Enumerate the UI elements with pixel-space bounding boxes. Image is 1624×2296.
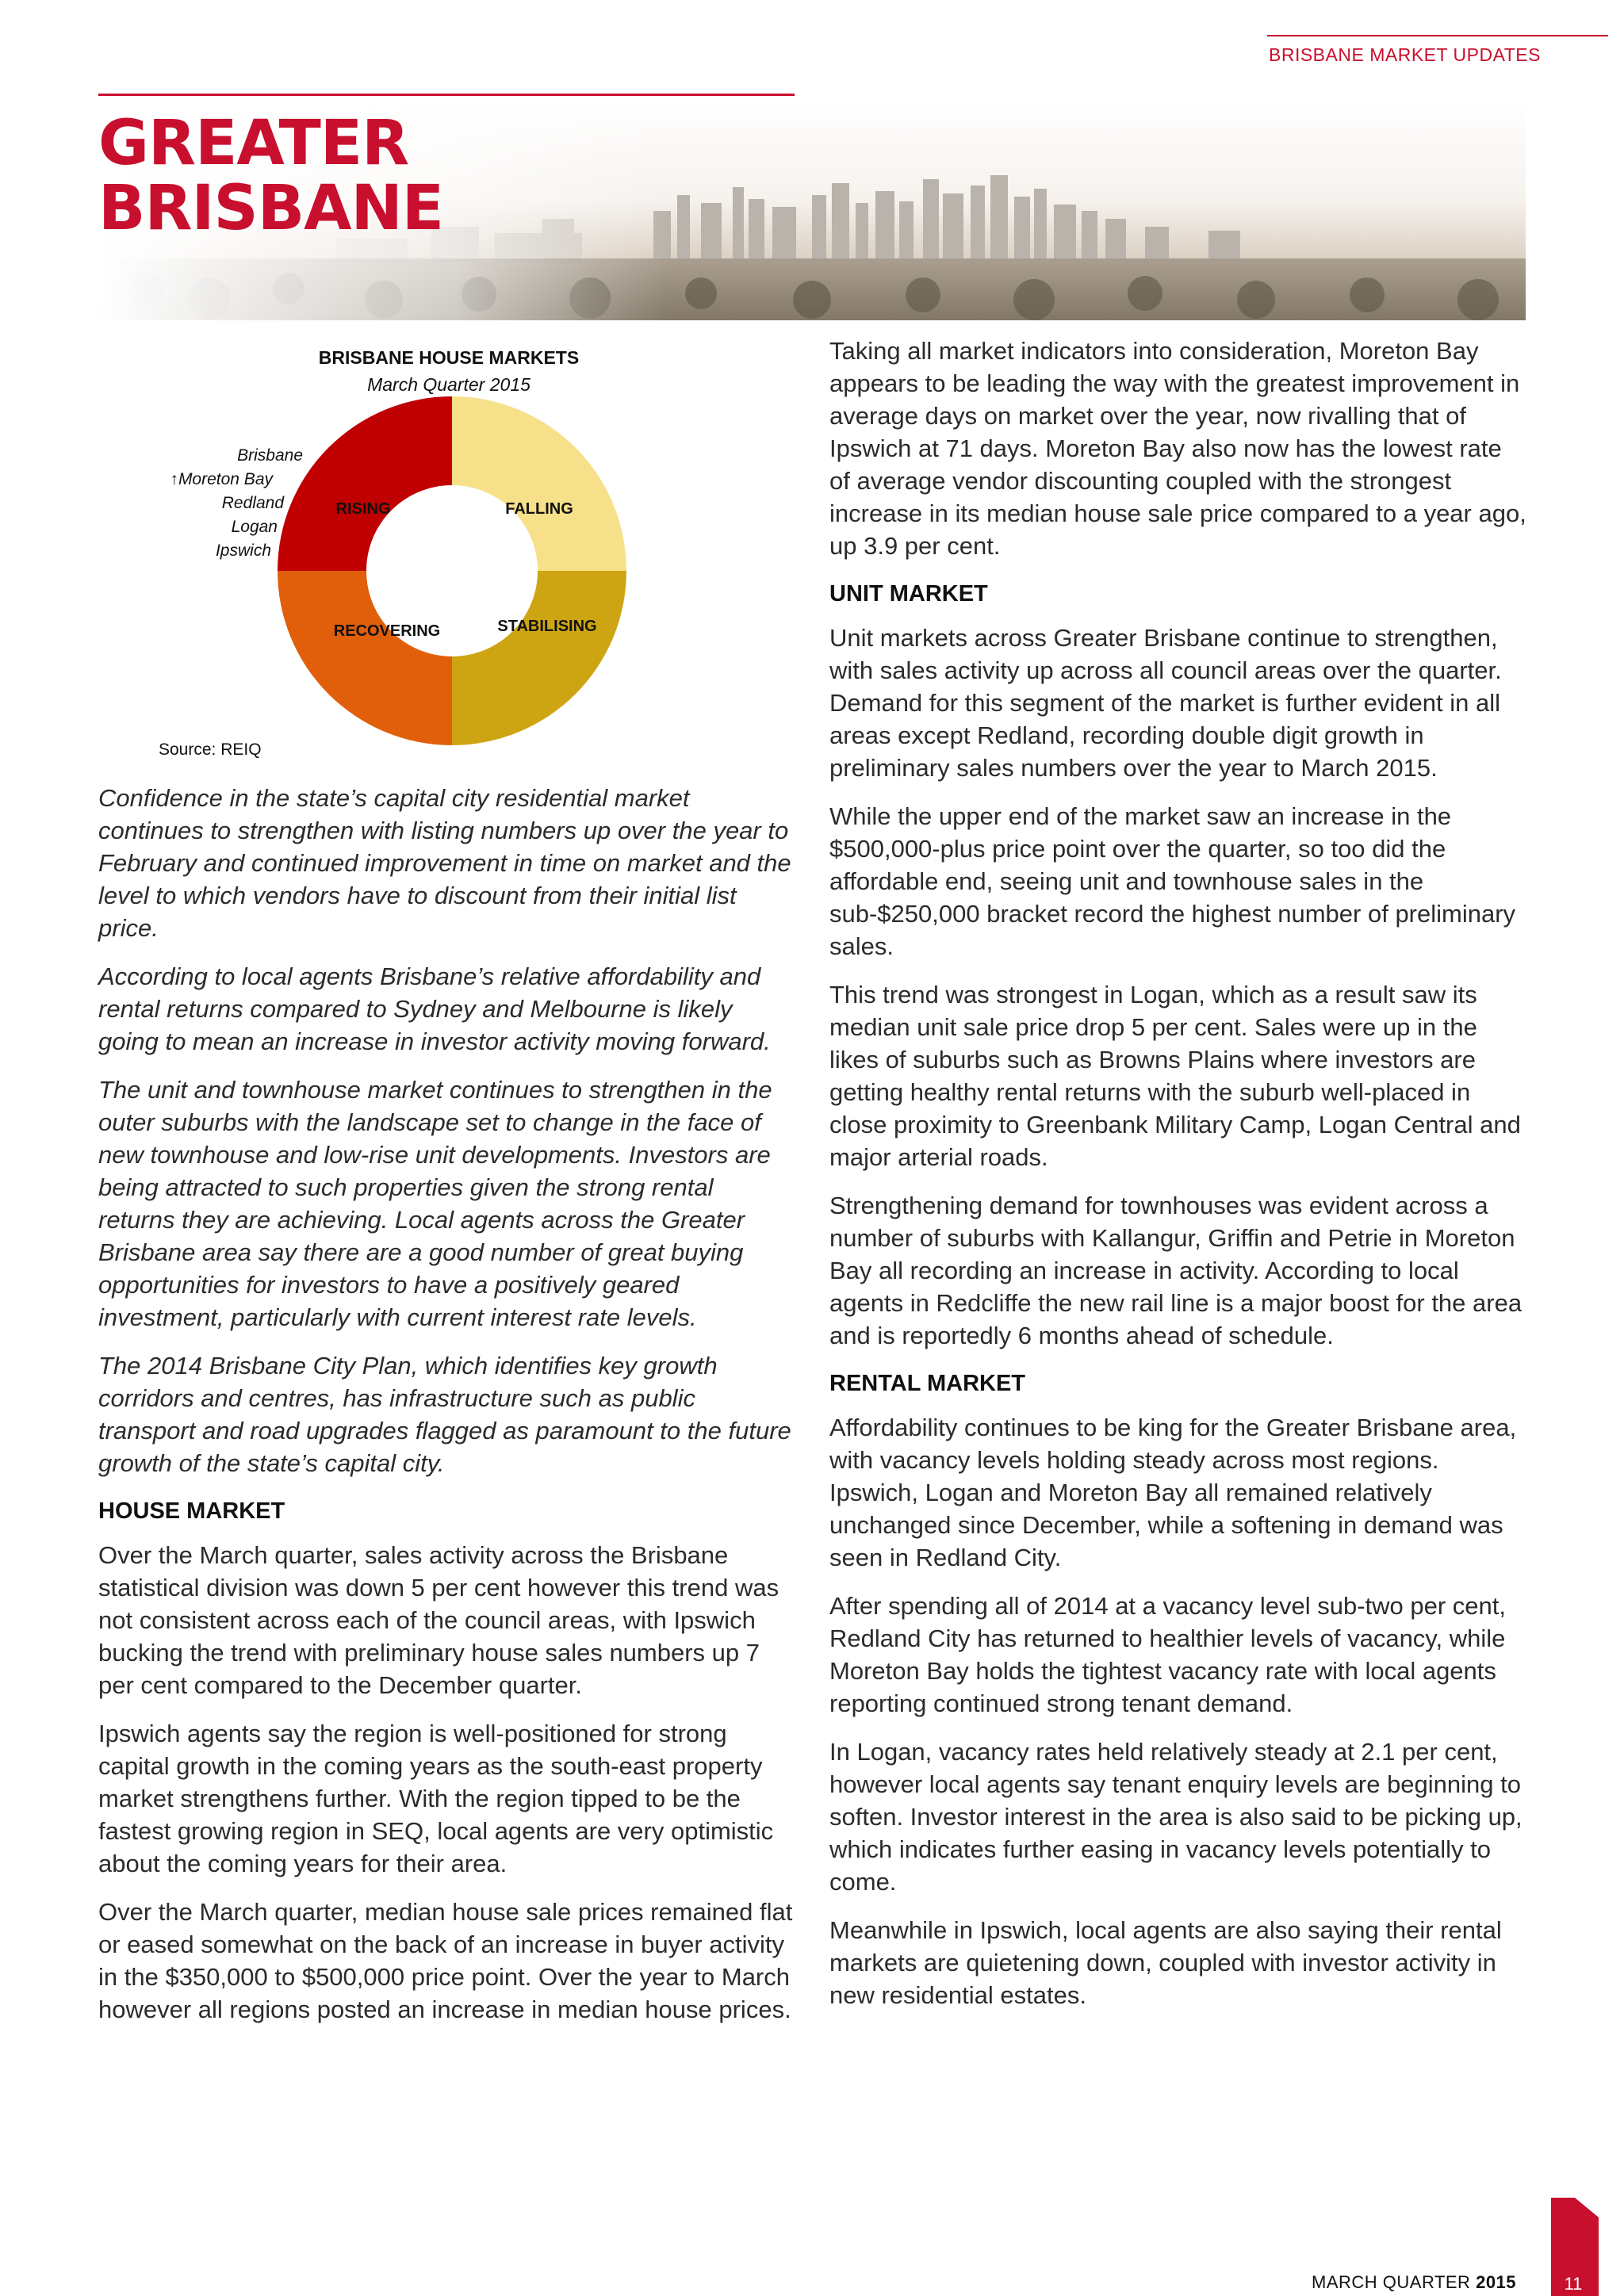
unit-market-heading: UNIT MARKET bbox=[829, 581, 988, 607]
annotation-redland: Redland bbox=[221, 494, 284, 512]
donut-label-rising: RISING bbox=[335, 500, 391, 518]
section-label: BRISBANE MARKET UPDATES bbox=[1269, 44, 1541, 65]
page-title-line2: BRISBANE bbox=[98, 173, 444, 244]
chart-title: BRISBANE HOUSE MARKETS bbox=[318, 347, 580, 368]
unit-market-paragraph: Strengthening demand for townhouses was evident across a number of suburbs with Kallangur, Griffin and Petrie in Moreton Bay all recording an increase in activity. According to local agents in Redcliffe the new rail line is a major boost for the area and is reportedly 6 months ahead of schedule. bbox=[829, 1192, 1522, 1349]
annotation-moreton-bay: ↑Moreton Bay bbox=[170, 470, 273, 488]
house-market-paragraph: Over the March quarter, sales activity across the Brisbane statistical division was down 5 per cent however this trend was not consistent across each of the council areas, with Ipswich bucking the trend with preliminary house sales numbers up 7 per cent compared to the December quarter. bbox=[98, 1541, 779, 1699]
donut-label-falling: FALLING bbox=[505, 500, 573, 518]
house-market-paragraph: Ipswich agents say the region is well-positioned for strong capital growth in the coming years as the south-east property market strengthens further. With the region tipped to be the fastest growing region in SEQ, local agents are very optimistic about the coming years for their area. bbox=[98, 1720, 774, 1877]
page-number: 11 bbox=[1564, 2274, 1583, 2294]
house-market-paragraph: Over the March quarter, median house sale prices remained flat or eased somewhat on the back of an increase in buyer activity in the $350,000 to $500,000 price point. Over the year to March however all regions posted an increase in median house prices. bbox=[98, 1898, 793, 2023]
rental-market-heading: RENTAL MARKET bbox=[829, 1371, 1026, 1396]
right-column bbox=[829, 335, 1527, 2027]
footer-issue bbox=[1312, 2272, 1516, 2293]
chart-annotation-list bbox=[151, 444, 303, 563]
unit-market-paragraph: Unit markets across Greater Brisbane continue to strengthen, with sales activity up across all council areas over the quarter. Demand for this segment of the market is further evident in all areas except Redland, recording double digit growth in preliminary sales numbers over the year to March 2015. bbox=[829, 624, 1502, 782]
rental-market-paragraph: Affordability continues to be king for the Greater Brisbane area, with vacancy levels holding steady across most regions. Ipswich, Logan and Moreton Bay all remained relatively unchanged since December, while a softening in demand was seen in Redland City. bbox=[829, 1414, 1517, 1571]
house-market-heading: HOUSE MARKET bbox=[98, 1498, 285, 1524]
donut-label-recovering: RECOVERING bbox=[333, 622, 441, 640]
rental-market-paragraph: After spending all of 2014 at a vacancy level sub-two per cent, Redland City has returned to healthier levels of vacancy, while Moreton Bay holds the tightest vacancy rate with local agents reporting continued strong tenant demand. bbox=[829, 1592, 1506, 1717]
rental-market-paragraph: In Logan, vacancy rates held relatively steady at 2.1 per cent, however local agents say tenant enquiry levels are beginning to soften. Investor interest in the area is also said to be picking up, which indicates further easing in vacancy levels potentially to come. bbox=[829, 1738, 1522, 1896]
title-rule bbox=[98, 94, 795, 96]
chart-subtitle: March Quarter 2015 bbox=[367, 374, 530, 395]
rental-market-paragraph: Meanwhile in Ipswich, local agents are also saying their rental markets are quietening down, coupled with investor activity in new residential estates. bbox=[829, 1916, 1502, 2009]
house-market-clock-chart bbox=[278, 396, 626, 745]
header-rule bbox=[1267, 35, 1608, 36]
intro-paragraph: The 2014 Brisbane City Plan, which identifies key growth corridors and centres, has infrastructure such as public transport and road upgrades flagged as paramount to the future growth of the state’s capital city. bbox=[98, 1352, 791, 1477]
left-column bbox=[98, 782, 796, 2042]
annotation-ipswich: Ipswich bbox=[215, 541, 271, 560]
intro-paragraph: The unit and townhouse market continues to strengthen in the outer suburbs with the landscape set to change in the face of new townhouse and low-rise unit developments. Investors are being attracted to such properties given the strong rental returns they are achieving. Local agents across the Greater Brisbane area say there are a good number of great buying opportunities for investors to have a positively geared investment, particularly with current interest rate levels. bbox=[98, 1076, 772, 1331]
intro-paragraph: According to local agents Brisbane’s relative affordability and rental returns compared to Sydney and Melbourne is likely going to mean an increase in investor activity moving forward. bbox=[98, 962, 771, 1055]
donut-label-stabilising: STABILISING bbox=[497, 618, 597, 635]
page-title-line1: GREATER bbox=[98, 108, 409, 179]
lead-paragraph: Taking all market indicators into consideration, Moreton Bay appears to be leading the way with the greatest improvement in average days on market over the year, now rivalling that of Ipswich at 71 days. Moreton Bay also now has the lowest rate of average vendor discounting coupled with the strongest increase in its median house sale price compared to a year ago, up 3.9 per cent. bbox=[829, 337, 1526, 560]
intro-paragraph: Confidence in the state’s capital city residential market continues to strengthen with listing numbers up over the year to February and continued improvement in time on market and the level to which vendors have to discount from their initial list price. bbox=[98, 784, 791, 942]
footer-label: MARCH QUARTER bbox=[1312, 2272, 1471, 2292]
chart-source: Source: REIQ bbox=[159, 740, 262, 759]
footer-year: 2015 bbox=[1476, 2272, 1517, 2292]
page-title bbox=[98, 108, 444, 244]
annotation-brisbane: Brisbane bbox=[237, 446, 303, 465]
unit-market-paragraph: This trend was strongest in Logan, which as a result saw its median unit sale price drop 5 per cent. Sales were up in the likes of suburbs such as Browns Plains where investors are getting healthy rental returns with the suburb well-placed in close proximity to Greenbank Military Camp, Logan Central and major arterial roads. bbox=[829, 981, 1521, 1171]
unit-market-paragraph: While the upper end of the market saw an increase in the $500,000-plus price point over the quarter, so too did the affordable end, seeing unit and townhouse sales in the sub-$250,000 bracket record the highest number of preliminary sales. bbox=[829, 802, 1516, 960]
annotation-logan: Logan bbox=[231, 518, 278, 536]
